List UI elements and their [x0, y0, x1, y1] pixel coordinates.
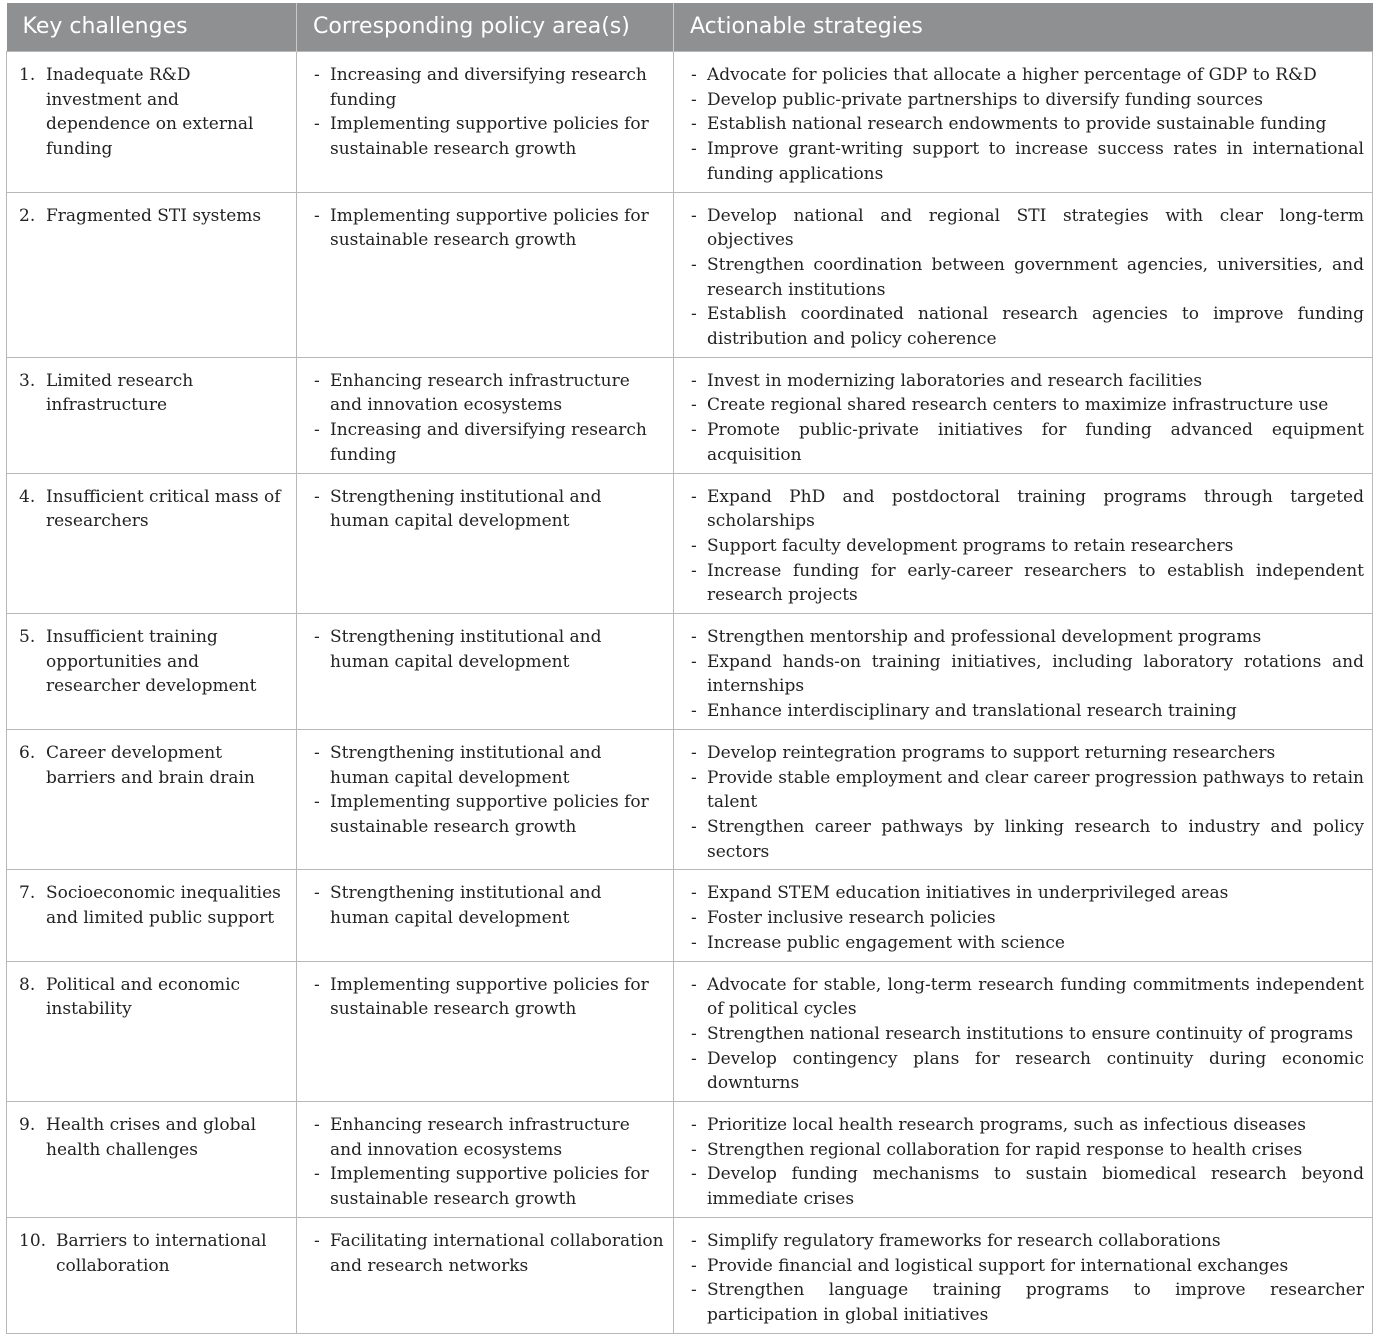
policy-area-text: Strengthening institutional and human capital development — [330, 883, 602, 929]
strategy-text: Increase public engagement with science — [707, 932, 1065, 953]
bullet-dash: - — [691, 908, 697, 929]
bullet-dash: - — [314, 1230, 320, 1251]
strategy-text: Strengthen national research institutions to ensure continuity of programs — [707, 1023, 1354, 1044]
strategy-text: Support faculty development programs to retain researchers — [707, 535, 1234, 556]
policy-areas-cell — [297, 1217, 674, 1333]
policy-areas-cell — [297, 52, 674, 193]
policy-area-list — [309, 881, 665, 930]
policy-area-text: Implementing supportive policies for sustainable research growth — [330, 792, 649, 837]
bullet-dash: - — [691, 65, 697, 85]
bullet-dash: - — [691, 1230, 697, 1251]
challenge-cell — [7, 1217, 297, 1333]
bullet-dash: - — [691, 742, 697, 763]
policy-area-text: Implementing supportive policies for sustainable research growth — [330, 205, 649, 251]
policy-area-list — [309, 1113, 665, 1212]
policy-area-text: Strengthening institutional and human capital development — [330, 742, 602, 788]
policy-area-item — [309, 369, 665, 418]
bullet-dash: - — [691, 1023, 697, 1044]
bullet-dash: - — [691, 627, 697, 648]
policy-area-item — [309, 112, 665, 161]
strategy-list — [686, 881, 1364, 955]
strategy-item — [686, 1022, 1364, 1047]
strategy-item — [686, 137, 1364, 186]
policy-area-item — [309, 204, 665, 253]
strategy-item — [686, 699, 1364, 724]
challenge-text: Barriers to international collaboration — [56, 1230, 267, 1276]
table-row — [7, 357, 1373, 473]
strategies-cell — [674, 192, 1373, 357]
bullet-dash: - — [691, 304, 697, 325]
strategy-item — [686, 204, 1364, 253]
policy-area-text: Increasing and diversifying research funding — [330, 420, 647, 465]
strategy-item — [686, 369, 1364, 394]
strategy-item — [686, 63, 1364, 88]
table-row — [7, 473, 1373, 614]
strategies-cell — [674, 1102, 1373, 1218]
policy-areas-cell — [297, 729, 674, 870]
strategy-text: Expand PhD and postdoctoral training programs through targeted scholarships — [707, 486, 1364, 532]
strategy-item — [686, 741, 1364, 766]
strategy-text: Develop national and regional STI strategies with clear long-term objectives — [707, 205, 1364, 251]
strategy-text: Provide stable employment and clear career progression pathways to retain talent — [707, 767, 1364, 813]
bullet-dash: - — [691, 1164, 697, 1185]
strategy-text: Simplify regulatory frameworks for research collaborations — [707, 1230, 1221, 1251]
policy-area-item — [309, 881, 665, 930]
table-row — [7, 614, 1373, 730]
challenge-cell — [7, 192, 297, 357]
header-key-challenges: Key challenges — [7, 3, 297, 52]
bullet-dash: - — [691, 1139, 697, 1160]
strategy-text: Strengthen language training programs to improve researcher participation in global initiatives — [707, 1280, 1364, 1325]
policy-areas-cell — [297, 614, 674, 730]
challenge-number: 2. — [19, 205, 36, 226]
bullet-dash: - — [691, 205, 697, 226]
challenge-text: Socioeconomic inequalities and limited public support — [46, 883, 281, 929]
strategy-text: Provide financial and logistical support for international exchanges — [707, 1255, 1289, 1276]
strategy-item — [686, 625, 1364, 650]
bullet-dash: - — [314, 1115, 320, 1136]
policy-area-list — [309, 369, 665, 468]
policy-area-item — [309, 790, 665, 839]
bullet-dash: - — [691, 1280, 697, 1301]
strategy-item — [686, 815, 1364, 864]
bullet-dash: - — [314, 486, 320, 507]
strategy-text: Create regional shared research centers to maximize infrastructure use — [707, 395, 1329, 416]
strategy-text: Advocate for policies that allocate a higher percentage of GDP to R&D — [707, 65, 1317, 85]
policy-area-text: Strengthening institutional and human capital development — [330, 486, 602, 532]
strategy-item — [686, 485, 1364, 534]
strategies-cell — [674, 1217, 1373, 1333]
policy-areas-cell — [297, 1102, 674, 1218]
policy-areas-cell — [297, 961, 674, 1102]
policy-areas-cell — [297, 870, 674, 961]
policy-area-item — [309, 741, 665, 790]
strategies-cell — [674, 961, 1373, 1102]
challenge-number: 10. — [19, 1230, 47, 1251]
challenge-text: Limited research infrastructure — [46, 370, 194, 416]
bullet-dash: - — [314, 65, 320, 85]
challenge-cell — [7, 473, 297, 614]
strategy-list — [686, 1113, 1364, 1212]
bullet-dash: - — [314, 742, 320, 763]
strategy-item — [686, 302, 1364, 351]
policy-area-item — [309, 485, 665, 534]
strategy-item — [686, 559, 1364, 608]
strategy-list — [686, 485, 1364, 609]
challenge-text: Fragmented STI systems — [46, 205, 262, 226]
policy-area-item — [309, 63, 665, 112]
strategy-text: Establish coordinated national research agencies to improve funding distribution and policy coherence — [707, 304, 1364, 350]
strategy-item — [686, 906, 1364, 931]
table-row — [7, 1217, 1373, 1333]
strategy-item — [686, 393, 1364, 418]
bullet-dash: - — [691, 1048, 697, 1069]
bullet-dash: - — [691, 883, 697, 904]
policy-areas-cell — [297, 473, 674, 614]
strategy-list — [686, 1229, 1364, 1328]
strategy-text: Strengthen career pathways by linking research to industry and policy sectors — [707, 816, 1364, 862]
strategy-item — [686, 1162, 1364, 1211]
bullet-dash: - — [691, 535, 697, 556]
table-row — [7, 52, 1373, 193]
strategy-text: Strengthen mentorship and professional development programs — [707, 627, 1262, 648]
table-row — [7, 1102, 1373, 1218]
challenge-cell — [7, 614, 297, 730]
strategy-item — [686, 418, 1364, 467]
challenge-text: Insufficient training opportunities and researcher development — [46, 627, 257, 697]
bullet-dash: - — [314, 792, 320, 813]
challenge-cell — [7, 961, 297, 1102]
bullet-dash: - — [691, 486, 697, 507]
bullet-dash: - — [691, 1255, 697, 1276]
challenge-cell — [7, 357, 297, 473]
bullet-dash: - — [314, 974, 320, 995]
challenge-cell — [7, 1102, 297, 1218]
table-row — [7, 870, 1373, 961]
strategy-item — [686, 931, 1364, 956]
policy-area-list — [309, 973, 665, 1022]
strategy-list — [686, 973, 1364, 1097]
policy-area-item — [309, 418, 665, 467]
policy-area-item — [309, 1113, 665, 1162]
policy-areas-cell — [297, 357, 674, 473]
strategy-text: Foster inclusive research policies — [707, 908, 996, 929]
policy-area-item — [309, 625, 665, 674]
strategy-item — [686, 1229, 1364, 1254]
challenge-number: 3. — [19, 370, 36, 391]
strategy-text: Increase funding for early-career researchers to establish independent research projects — [707, 560, 1364, 606]
bullet-dash: - — [314, 205, 320, 226]
strategies-cell — [674, 52, 1373, 193]
strategy-text: Establish national research endowments to provide sustainable funding — [707, 114, 1327, 135]
strategies-cell — [674, 870, 1373, 961]
strategy-item — [686, 253, 1364, 302]
challenge-number: 9. — [19, 1115, 36, 1136]
strategy-text: Expand STEM education initiatives in underprivileged areas — [707, 883, 1229, 904]
policy-area-text: Implementing supportive policies for sustainable research growth — [330, 1164, 649, 1210]
strategy-text: Invest in modernizing laboratories and research facilities — [707, 370, 1203, 391]
policy-area-text: Enhancing research infrastructure and innovation ecosystems — [330, 370, 630, 416]
bullet-dash: - — [314, 883, 320, 904]
strategy-list — [686, 625, 1364, 724]
header-row — [7, 3, 1373, 52]
bullet-dash: - — [314, 420, 320, 441]
strategy-list — [686, 63, 1364, 187]
strategy-item — [686, 766, 1364, 815]
policy-area-text: Facilitating international collaboration and research networks — [330, 1230, 664, 1276]
bullet-dash: - — [691, 974, 697, 995]
strategy-text: Advocate for stable, long-term research funding commitments independent of political cycles — [707, 974, 1364, 1020]
policy-area-list — [309, 625, 665, 674]
challenge-cell — [7, 870, 297, 961]
bullet-dash: - — [691, 370, 697, 391]
challenge-text: Insufficient critical mass of researchers — [46, 486, 281, 532]
challenges-table — [6, 3, 1373, 1334]
strategy-item — [686, 1047, 1364, 1096]
bullet-dash: - — [314, 1164, 320, 1185]
strategy-text: Develop funding mechanisms to sustain biomedical research beyond immediate crises — [707, 1164, 1364, 1210]
strategy-text: Strengthen regional collaboration for rapid response to health crises — [707, 1139, 1303, 1160]
policy-area-text: Implementing supportive policies for sustainable research growth — [330, 114, 649, 160]
bullet-dash: - — [691, 254, 697, 275]
strategy-item — [686, 112, 1364, 137]
strategy-item — [686, 1113, 1364, 1138]
strategy-text: Improve grant-writing support to increase success rates in international funding applications — [707, 139, 1364, 184]
strategy-item — [686, 1278, 1364, 1327]
bullet-dash: - — [691, 560, 697, 581]
bullet-dash: - — [691, 932, 697, 953]
bullet-dash: - — [691, 395, 697, 416]
challenge-number: 6. — [19, 742, 36, 763]
challenge-text: Political and economic instability — [46, 974, 241, 1020]
challenge-number: 8. — [19, 974, 36, 995]
table-row — [7, 961, 1373, 1102]
strategies-cell — [674, 614, 1373, 730]
challenge-number: 7. — [19, 883, 36, 904]
strategy-text: Develop contingency plans for research continuity during economic downturns — [707, 1048, 1364, 1094]
policy-area-item — [309, 973, 665, 1022]
challenge-number: 1. — [19, 65, 36, 85]
strategies-cell — [674, 357, 1373, 473]
strategies-cell — [674, 729, 1373, 870]
policy-area-text: Increasing and diversifying research funding — [330, 65, 647, 110]
table-row — [7, 192, 1373, 357]
strategy-list — [686, 741, 1364, 865]
strategy-item — [686, 534, 1364, 559]
strategy-item — [686, 973, 1364, 1022]
strategy-item — [686, 1254, 1364, 1279]
strategy-text: Prioritize local health research programs, such as infectious diseases — [707, 1115, 1306, 1136]
policy-area-text: Implementing supportive policies for sustainable research growth — [330, 974, 649, 1020]
bullet-dash: - — [691, 89, 697, 110]
challenge-cell — [7, 52, 297, 193]
header-policy-areas: Corresponding policy area(s) — [297, 3, 674, 52]
bullet-dash: - — [691, 767, 697, 788]
policy-area-item — [309, 1229, 665, 1278]
bullet-dash: - — [691, 816, 697, 837]
bullet-dash: - — [691, 139, 697, 160]
bullet-dash: - — [691, 420, 697, 441]
challenge-text: Inadequate R&D investment and dependence on external funding — [46, 65, 254, 160]
strategy-item — [686, 881, 1364, 906]
strategy-text: Expand hands-on training initiatives, including laboratory rotations and internships — [707, 651, 1364, 697]
policy-area-text: Enhancing research infrastructure and innovation ecosystems — [330, 1115, 630, 1160]
challenge-text: Career development barriers and brain drain — [46, 742, 255, 788]
bullet-dash: - — [691, 701, 697, 722]
strategy-text: Develop reintegration programs to support returning researchers — [707, 742, 1276, 763]
policy-area-list — [309, 1229, 665, 1278]
bullet-dash: - — [691, 114, 697, 135]
strategy-item — [686, 1138, 1364, 1163]
strategy-text: Strengthen coordination between government agencies, universities, and research institutions — [707, 254, 1364, 300]
policy-areas-cell — [297, 192, 674, 357]
strategy-text: Enhance interdisciplinary and translational research training — [707, 701, 1237, 722]
header-actionable-strategies: Actionable strategies — [674, 3, 1373, 52]
challenge-text: Health crises and global health challenges — [46, 1115, 257, 1160]
bullet-dash: - — [314, 114, 320, 135]
policy-area-list — [309, 204, 665, 253]
policy-area-list — [309, 741, 665, 840]
bullet-dash: - — [691, 651, 697, 672]
policy-area-list — [309, 63, 665, 162]
strategies-cell — [674, 473, 1373, 614]
strategy-text: Promote public-private initiatives for funding advanced equipment acquisition — [707, 420, 1364, 465]
challenge-number: 4. — [19, 486, 36, 507]
bullet-dash: - — [314, 370, 320, 391]
policy-area-list — [309, 485, 665, 534]
table-row — [7, 729, 1373, 870]
bullet-dash: - — [691, 1115, 697, 1136]
strategy-list — [686, 369, 1364, 468]
strategy-item — [686, 88, 1364, 113]
bullet-dash: - — [314, 627, 320, 648]
strategy-item — [686, 650, 1364, 699]
table-body — [7, 52, 1373, 1334]
challenge-cell — [7, 729, 297, 870]
strategy-list — [686, 204, 1364, 352]
policy-area-text: Strengthening institutional and human capital development — [330, 627, 602, 672]
challenge-number: 5. — [19, 627, 36, 648]
policy-area-item — [309, 1162, 665, 1211]
strategy-text: Develop public-private partnerships to diversify funding sources — [707, 89, 1264, 110]
